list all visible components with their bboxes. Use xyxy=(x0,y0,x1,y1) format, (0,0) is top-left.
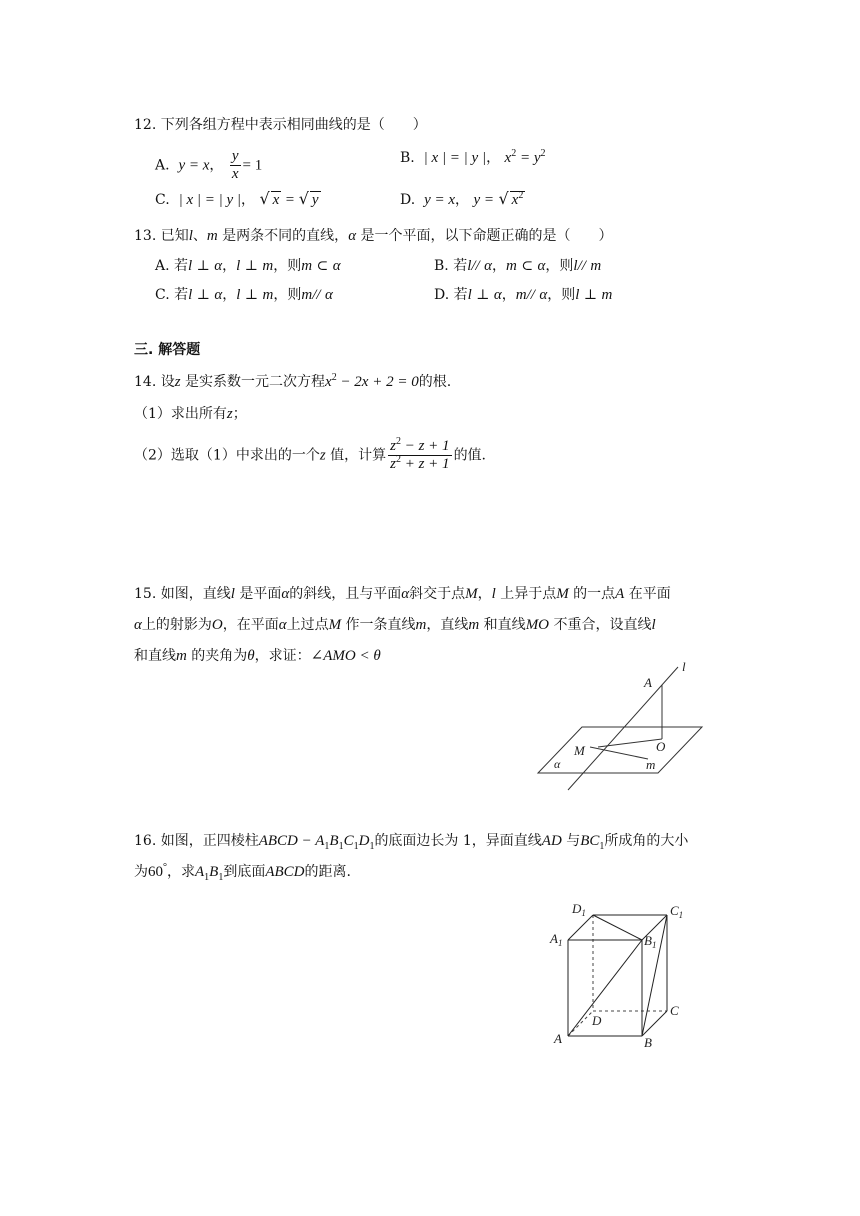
q15-figure xyxy=(530,655,710,795)
q15-line3: 和直线m 的夹角为θ，求证：∠AMO < θ xyxy=(134,648,381,664)
q15-line1: 15. 如图，直线l 是平面α的斜线，且与平面α斜交于点M，l 上异于点M 的一点A 在平面 xyxy=(134,586,671,602)
q16-line1: 16. 如图，正四棱柱ABCD − $A_1B_1C_1D_1$的底面边长为 1，异面直线AD 与$BC_1$所成角的大小 xyxy=(134,833,689,852)
q13-option-c: C. 若l ⊥ α，l ⊥ m，则m// α xyxy=(155,287,333,303)
q16-line2: 为60°，求$A_1B_1$到底面ABCD的距离. xyxy=(134,862,351,883)
label-O: O xyxy=(656,739,666,754)
line-D1B1 xyxy=(593,915,642,940)
q15-line2: α上的射影为O，在平面α上过点M 作一条直线m，直线m 和直线MO 不重合，设直线l xyxy=(134,617,656,633)
label-A: A xyxy=(554,1031,562,1046)
line-MO xyxy=(598,739,662,747)
label-m: m xyxy=(646,757,656,772)
label-C: C xyxy=(670,1003,679,1018)
label-M: M xyxy=(574,743,585,758)
edge-AD xyxy=(568,1011,593,1036)
label-alpha: α xyxy=(554,757,561,771)
q14-stem: 14. 设z 是实系数一元二次方程$x^2 - 2x + 2 = 0$的根. xyxy=(134,372,452,390)
q13-stem: 13. 已知l、m 是两条不同的直线，α 是一个平面，以下命题正确的是（ ） xyxy=(134,228,613,244)
q12-option-d: D. y = x， y = √ $x^2$ xyxy=(400,189,524,208)
q13-option-a: A. 若l ⊥ α，l ⊥ m，则m ⊂ α xyxy=(155,258,341,274)
q12-option-a: A. y = x， $\frac{y}{x}$ = 1 xyxy=(155,148,263,182)
q16-figure xyxy=(546,895,696,1055)
q13-option-b: B. 若l// α，m ⊂ α，则l// m xyxy=(434,258,602,274)
q14-part2: （2）选取（1）中求出的一个z 值，计算 $\frac{z^2 - z + 1}{z^2 + z + 1}$ 的值. xyxy=(134,436,487,472)
q12-option-c: C. | x | = | y |， √ x = √ y xyxy=(155,189,319,208)
section-title: 三. 解答题 xyxy=(134,342,201,358)
label-D: D xyxy=(592,1013,602,1028)
line-m xyxy=(590,747,648,759)
label-C1: $C_1$ xyxy=(670,903,684,920)
edge-A1D1 xyxy=(568,915,593,940)
line-AB1 xyxy=(568,940,642,1036)
label-B: B xyxy=(644,1035,652,1050)
q12-option-b: B. | x | = | y |， $x^2 = y^2$ xyxy=(400,148,546,166)
label-B1: $B_1$ xyxy=(644,933,657,950)
edge-BC xyxy=(642,1011,667,1036)
label-l: l xyxy=(682,659,686,674)
label-A1: $A_1$ xyxy=(550,931,563,948)
q13-option-d: D. 若l ⊥ α，m// α，则l ⊥ m xyxy=(434,287,613,303)
plane-alpha xyxy=(538,727,702,773)
label-D1: $D_1$ xyxy=(572,901,586,918)
q12-stem: 12. 下列各组方程中表示相同曲线的是（ ） xyxy=(134,117,427,133)
q14-part1: （1）求出所有z； xyxy=(134,406,247,422)
label-A: A xyxy=(644,675,652,690)
